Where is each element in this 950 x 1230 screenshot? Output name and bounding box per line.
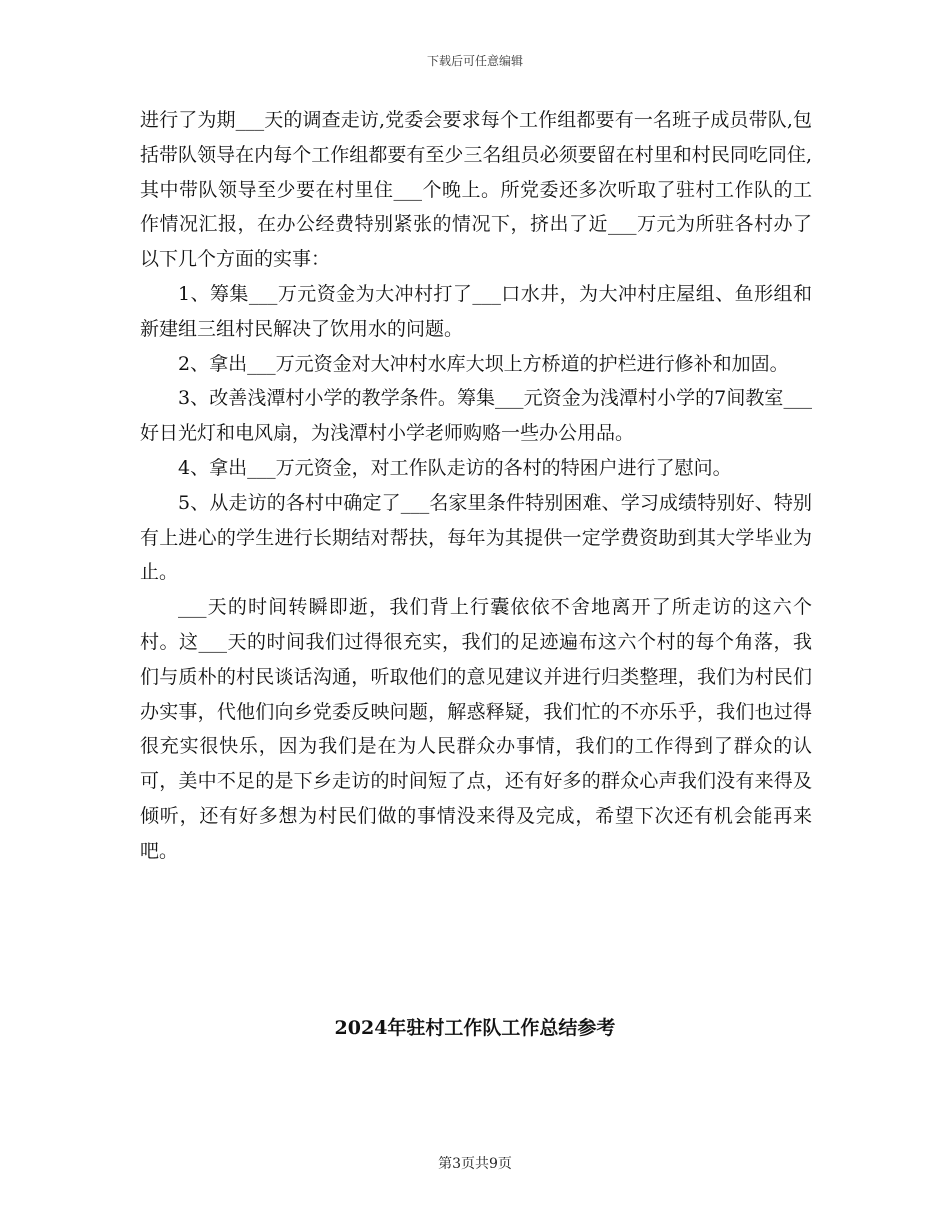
- list-item-2: 2、拿出___万元资金对大冲村水库大坝上方桥道的护栏进行修补和加固。: [178, 352, 789, 375]
- paragraph-continuation: 进行了为期___天的调查走访,党委会要求每个工作组都要有一名班子成员带队,包括带队领导在内每个工作组都要有至少三名组员必须要留在村里和村民同吃同住,其中带队领导至少要在村里住___个晚上。所党委还多次听取了驻村工作队的工作情况汇报，在办公经费特别紧张的情况下，挤出了近___万元为所驻各村办了以下几个方面的实事：: [140, 109, 812, 271]
- list-item-3: 3、改善浅潭村小学的教学条件。筹集___元资金为浅潭村小学的7间教室___好日光灯和电风扇，为浅潭村小学老师购赂一些办公用品。: [140, 387, 812, 445]
- page-number: 第3页共9页: [438, 1156, 512, 1172]
- list-item-1: 1、筹集___万元资金为大冲村打了___口水井，为大冲村庄屋组、鱼形组和新建组三组村民解决了饮用水的问题。: [140, 282, 812, 340]
- section-title: 2024年驻村工作队工作总结参考: [334, 1017, 616, 1039]
- list-item-5: 5、从走访的各村中确定了___名家里条件特别困难、学习成绩特别好、特别有上进心的学生进行长期结对帮扶，每年为其提供一定学费资助到其大学毕业为止。: [140, 491, 812, 584]
- list-item-4: 4、拿出___万元资金，对工作队走访的各村的特困户进行了慰问。: [178, 456, 732, 479]
- document-body: [140, 103, 812, 869]
- closing-paragraph: ___天的时间转瞬即逝，我们背上行囊依依不舍地离开了所走访的这六个村。这___天的时间我们过得很充实，我们的足迹遍布这六个村的每个角落，我们与质朴的村民谈话沟通，听取他们的意见建议并进行归类整理，我们为村民们办实事，代他们向乡党委反映问题，解惑释疑，我们忙的不亦乐乎，我们也过得很充实很快乐，因为我们是在为人民群众办事情，我们的工作得到了群众的认可，美中不足的是下乡走访的时间短了点，还有好多的群众心声我们没有来得及倾听，还有好多想为村民们做的事情没来得及完成，希望下次还有机会能再来吧。: [140, 596, 812, 862]
- page-header: 下载后可任意编辑: [426, 54, 523, 68]
